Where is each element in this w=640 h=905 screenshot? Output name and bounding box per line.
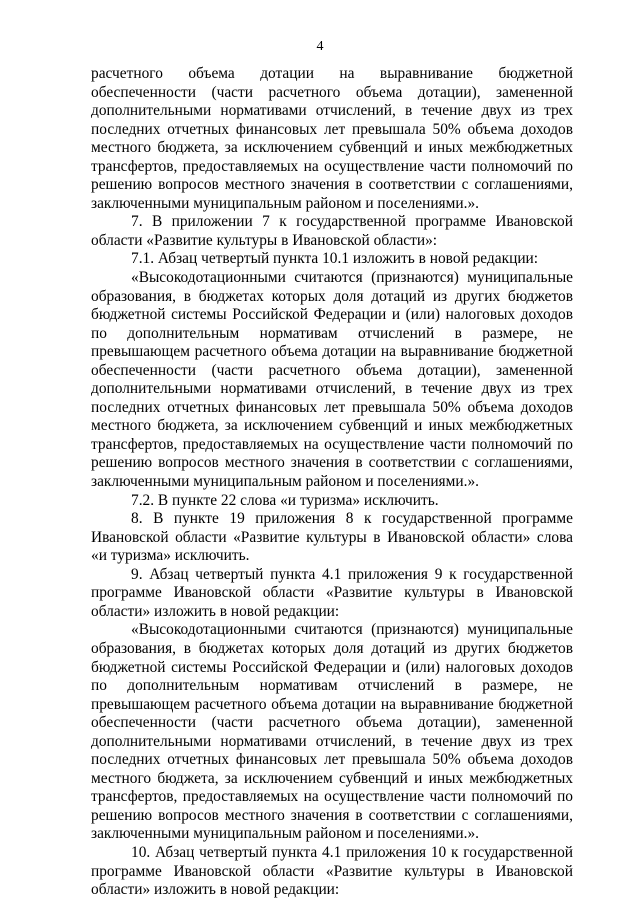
paragraph-item-7-2: 7.2. В пункте 22 слова «и туризма» исключить. — [131, 491, 439, 509]
paragraph-item-9: 9. Абзац четвертый пункта 4.1 приложения 9 к государственной программе Ивановской области «Развитие культуры в Ивановской области» изложить в новой редакции: — [91, 565, 573, 620]
paragraph-item-7-1: 7.1. Абзац четвертый пункта 10.1 изложить в новой редакции: — [131, 250, 539, 268]
document-body — [91, 65, 573, 900]
paragraph-quote-2: «Высокодотационными считаются (признаются) муниципальные образования, в бюджетах которых доля дотаций из других бюджетов бюджетной системы Российской Федерации и (или) налоговых доходов по дополнительным нормативам отчислений в размере, не превышающем расчетного объема дотации на выравнивание бюджетной обеспеченности (части расчетного объема дотации), замененной дополнительными нормативами отчислений, в течение двух из трех последних отчетных финансовых лет превышала 50% объема доходов местного бюджета, за исключением субвенций и иных межбюджетных трансфертов, предоставляемых на осуществление части полномочий по решению вопросов местного значения в соответствии с соглашениями, заключенными муниципальным районом и поселениями.». — [91, 621, 573, 843]
paragraph-item-10: 10. Абзац четвертый пункта 4.1 приложения 10 к государственной программе Ивановской области «Развитие культуры в Ивановской области» изложить в новой редакции: — [91, 843, 573, 899]
paragraph-quote-1: «Высокодотационными считаются (признаются) муниципальные образования, в бюджетах которых доля дотаций из других бюджетов бюджетной системы Российской Федерации и (или) налоговых доходов по дополнительным нормативам отчислений в размере, не превышающем расчетного объема дотации на выравнивание бюджетной обеспеченности (части расчетного объема дотации), замененной дополнительными нормативами отчислений, в течение двух из трех последних отчетных финансовых лет превышала 50% объема доходов местного бюджета, за исключением субвенций и иных межбюджетных трансфертов, предоставляемых на осуществление части полномочий по решению вопросов местного значения в соответствии с соглашениями, заключенными муниципальным районом и поселениями.». — [91, 269, 573, 491]
paragraph-continuation: расчетного объема дотации на выравнивание бюджетной обеспеченности (части расчетного объема дотации), замененной дополнительными нормативами отчислений, в течение двух из трех последних отчетных финансовых лет превышала 50% объема доходов местного бюджета, за исключением субвенций и иных межбюджетных трансфертов, предоставляемых на осуществление части полномочий по решению вопросов местного значения в соответствии с соглашениями, заключенными муниципальным районом и поселениями.». — [91, 65, 573, 212]
paragraph-item-8: 8. В пункте 19 приложения 8 к государственной программе Ивановской области «Развитие культуры в Ивановской области» слова «и туризма» исключить. — [91, 510, 573, 565]
paragraph-item-7: 7. В приложении 7 к государственной программе Ивановской области «Развитие культуры в Ивановской области»: — [91, 213, 573, 249]
page-number: 4 — [316, 39, 324, 54]
